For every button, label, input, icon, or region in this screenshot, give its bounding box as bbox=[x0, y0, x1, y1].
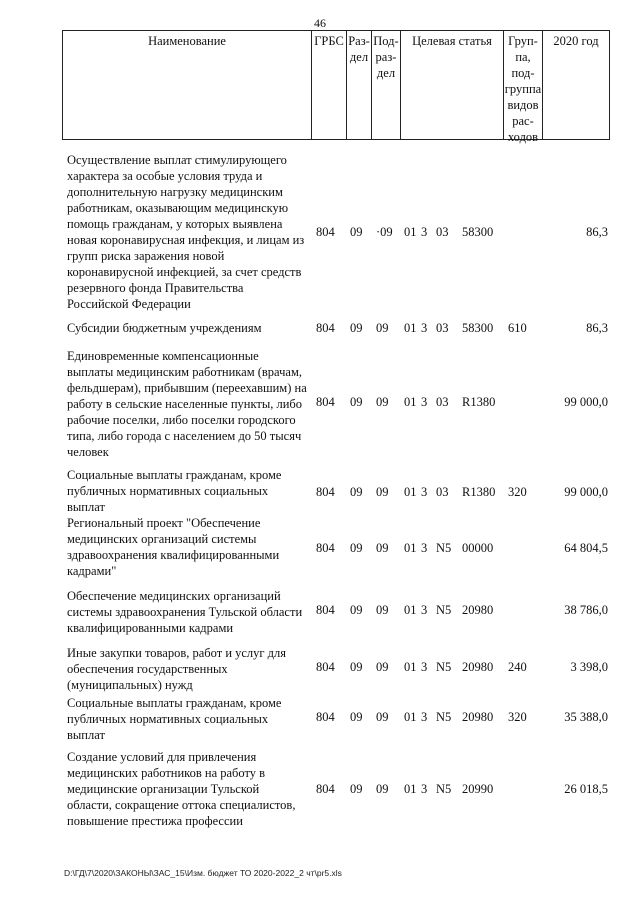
row-sum: 35 388,0 bbox=[564, 710, 608, 724]
row-cs-event: 03 bbox=[436, 321, 449, 335]
row-razdel: 09 bbox=[350, 321, 363, 335]
row-cs-program: 01 bbox=[404, 660, 417, 674]
row-grbs: 804 bbox=[316, 541, 335, 555]
row-cs-event: N5 bbox=[436, 541, 452, 555]
row-cs-event: N5 bbox=[436, 782, 452, 796]
row-podrazdel: 09 bbox=[376, 395, 389, 409]
row-razdel: 09 bbox=[350, 225, 363, 239]
row-gruppa: 610 bbox=[508, 321, 527, 335]
header-podrazdel-line: дел bbox=[376, 66, 396, 80]
row-cs-event: 03 bbox=[436, 485, 449, 499]
row-cs-code: 58300 bbox=[462, 225, 494, 239]
row-podrazdel: 09 bbox=[376, 485, 389, 499]
row-podrazdel: ·09 bbox=[376, 225, 393, 239]
row-cs-code: 20990 bbox=[462, 782, 494, 796]
row-podrazdel: 09 bbox=[376, 660, 389, 674]
header-gruppa-line: видов bbox=[507, 98, 539, 112]
header-year: 2020 год bbox=[553, 34, 599, 48]
header-celevaya: Целевая статья bbox=[412, 34, 492, 48]
row-cs-code: 20980 bbox=[462, 603, 494, 617]
row-cs-program: 01 bbox=[404, 225, 417, 239]
header-gruppa-line: па, bbox=[515, 50, 531, 64]
row-name: Социальные выплаты гражданам, кроме публичных нормативных социальных выплат bbox=[67, 468, 282, 514]
row-name: Субсидии бюджетным учреждениям bbox=[67, 321, 262, 335]
row-grbs: 804 bbox=[316, 660, 335, 674]
row-cs-code: 20980 bbox=[462, 660, 494, 674]
row-sum: 26 018,5 bbox=[564, 782, 608, 796]
header-gruppa-line: рас- bbox=[512, 114, 534, 128]
row-cs-event: N5 bbox=[436, 710, 452, 724]
row-grbs: 804 bbox=[316, 395, 335, 409]
row-cs-program: 01 bbox=[404, 710, 417, 724]
row-razdel: 09 bbox=[350, 485, 363, 499]
row-cs-code: R1380 bbox=[462, 395, 496, 409]
row-sum: 86,3 bbox=[586, 225, 608, 239]
row-grbs: 804 bbox=[316, 782, 335, 796]
row-cs-subprogram: 3 bbox=[421, 395, 428, 409]
row-podrazdel: 09 bbox=[376, 710, 389, 724]
row-cs-event: N5 bbox=[436, 660, 452, 674]
row-cs-subprogram: 3 bbox=[421, 660, 428, 674]
row-name: Обеспечение медицинских организаций системы здравоохранения Тульской области квалифицированными кадрами bbox=[67, 589, 303, 635]
row-cs-subprogram: 3 bbox=[421, 225, 428, 239]
row-podrazdel: 09 bbox=[376, 321, 389, 335]
row-grbs: 804 bbox=[316, 603, 335, 617]
header-razdel bbox=[347, 31, 371, 139]
row-cs-subprogram: 3 bbox=[421, 782, 428, 796]
row-grbs: 804 bbox=[316, 710, 335, 724]
row-cs-subprogram: 3 bbox=[421, 321, 428, 335]
row-razdel: 09 bbox=[350, 541, 363, 555]
header-razdel-line: дел bbox=[349, 50, 369, 64]
row-cs-code: 00000 bbox=[462, 541, 494, 555]
row-razdel: 09 bbox=[350, 710, 363, 724]
row-sum: 86,3 bbox=[586, 321, 608, 335]
row-razdel: 09 bbox=[350, 782, 363, 796]
row-name: Иные закупки товаров, работ и услуг для обеспечения государственных (муниципальных) нужд bbox=[67, 646, 287, 692]
row-cs-program: 01 bbox=[404, 485, 417, 499]
row-cs-code: R1380 bbox=[462, 485, 496, 499]
row-razdel: 09 bbox=[350, 395, 363, 409]
row-sum: 99 000,0 bbox=[564, 485, 608, 499]
row-razdel: 09 bbox=[350, 603, 363, 617]
header-podrazdel bbox=[372, 31, 400, 139]
row-cs-subprogram: 3 bbox=[421, 485, 428, 499]
row-cs-subprogram: 3 bbox=[421, 603, 428, 617]
table-header bbox=[62, 30, 610, 144]
header-podrazdel-line: Под- bbox=[373, 34, 399, 48]
row-name: Региональный проект "Обеспечение медицинских организаций системы здравоохранения квалифицированными кадрами" bbox=[67, 516, 280, 578]
row-podrazdel: 09 bbox=[376, 782, 389, 796]
row-gruppa: 320 bbox=[508, 485, 527, 499]
row-sum: 3 398,0 bbox=[570, 660, 608, 674]
row-grbs: 804 bbox=[316, 321, 335, 335]
row-name: Осуществление выплат стимулирующего характера за особые условия труда и дополнительную нагрузку медицинским работникам, оказывающим медицинскую помощь гражданам, у которых выявлена новая коронавирусная инфекция, и лицам из групп риска заражения новой коронавирусной инфекцией, за счет средств резервного фонда Правительства Российской Федерации bbox=[67, 153, 305, 311]
page-number: 46 bbox=[314, 16, 326, 30]
header-gruppa bbox=[504, 31, 542, 144]
file-path-footer: D:\ГД\7\2020\ЗАКОНЫ\ЗАС_15\Изм. бюджет ТО 2020-2022_2 чт\pr5.xls bbox=[64, 868, 342, 878]
header-razdel-line: Раз- bbox=[348, 34, 370, 48]
row-name: Создание условий для привлечения медицинских работников на работу в медицинские организации Тульской области, сокращение оттока специалистов, повышение престижа профессии bbox=[67, 750, 296, 828]
header-gruppa-line: ходов bbox=[507, 130, 539, 144]
row-grbs: 804 bbox=[316, 485, 335, 499]
row-gruppa: 320 bbox=[508, 710, 527, 724]
header-name: Наименование bbox=[148, 34, 226, 48]
row-cs-subprogram: 3 bbox=[421, 541, 428, 555]
row-cs-subprogram: 3 bbox=[421, 710, 428, 724]
row-cs-code: 58300 bbox=[462, 321, 494, 335]
row-razdel: 09 bbox=[350, 660, 363, 674]
row-podrazdel: 09 bbox=[376, 603, 389, 617]
row-cs-event: 03 bbox=[436, 225, 449, 239]
header-podrazdel-line: раз- bbox=[375, 50, 397, 64]
row-gruppa: 240 bbox=[508, 660, 527, 674]
row-cs-program: 01 bbox=[404, 603, 417, 617]
header-gruppa-line: Груп- bbox=[508, 34, 538, 48]
header-gruppa-line: группа bbox=[504, 82, 542, 96]
row-cs-program: 01 bbox=[404, 321, 417, 335]
row-sum: 64 804,5 bbox=[564, 541, 608, 555]
row-name: Социальные выплаты гражданам, кроме публичных нормативных социальных выплат bbox=[67, 696, 282, 742]
row-podrazdel: 09 bbox=[376, 541, 389, 555]
row-sum: 38 786,0 bbox=[564, 603, 608, 617]
row-cs-program: 01 bbox=[404, 395, 417, 409]
row-cs-event: N5 bbox=[436, 603, 452, 617]
row-cs-event: 03 bbox=[436, 395, 449, 409]
header-grbs: ГРБС bbox=[314, 34, 344, 48]
row-cs-program: 01 bbox=[404, 541, 417, 555]
row-cs-program: 01 bbox=[404, 782, 417, 796]
row-grbs: 804 bbox=[316, 225, 335, 239]
row-sum: 99 000,0 bbox=[564, 395, 608, 409]
row-name: Единовременные компенсационные выплаты медицинским работникам (врачам, фельдшерам), прибывшим (переехавшим) на работу в сельские населенные пункты, либо рабочие поселки, либо поселки городского типа, либо города с населением до 50 тысяч человек bbox=[67, 349, 307, 459]
header-gruppa-line: под- bbox=[511, 66, 535, 80]
row-cs-code: 20980 bbox=[462, 710, 494, 724]
